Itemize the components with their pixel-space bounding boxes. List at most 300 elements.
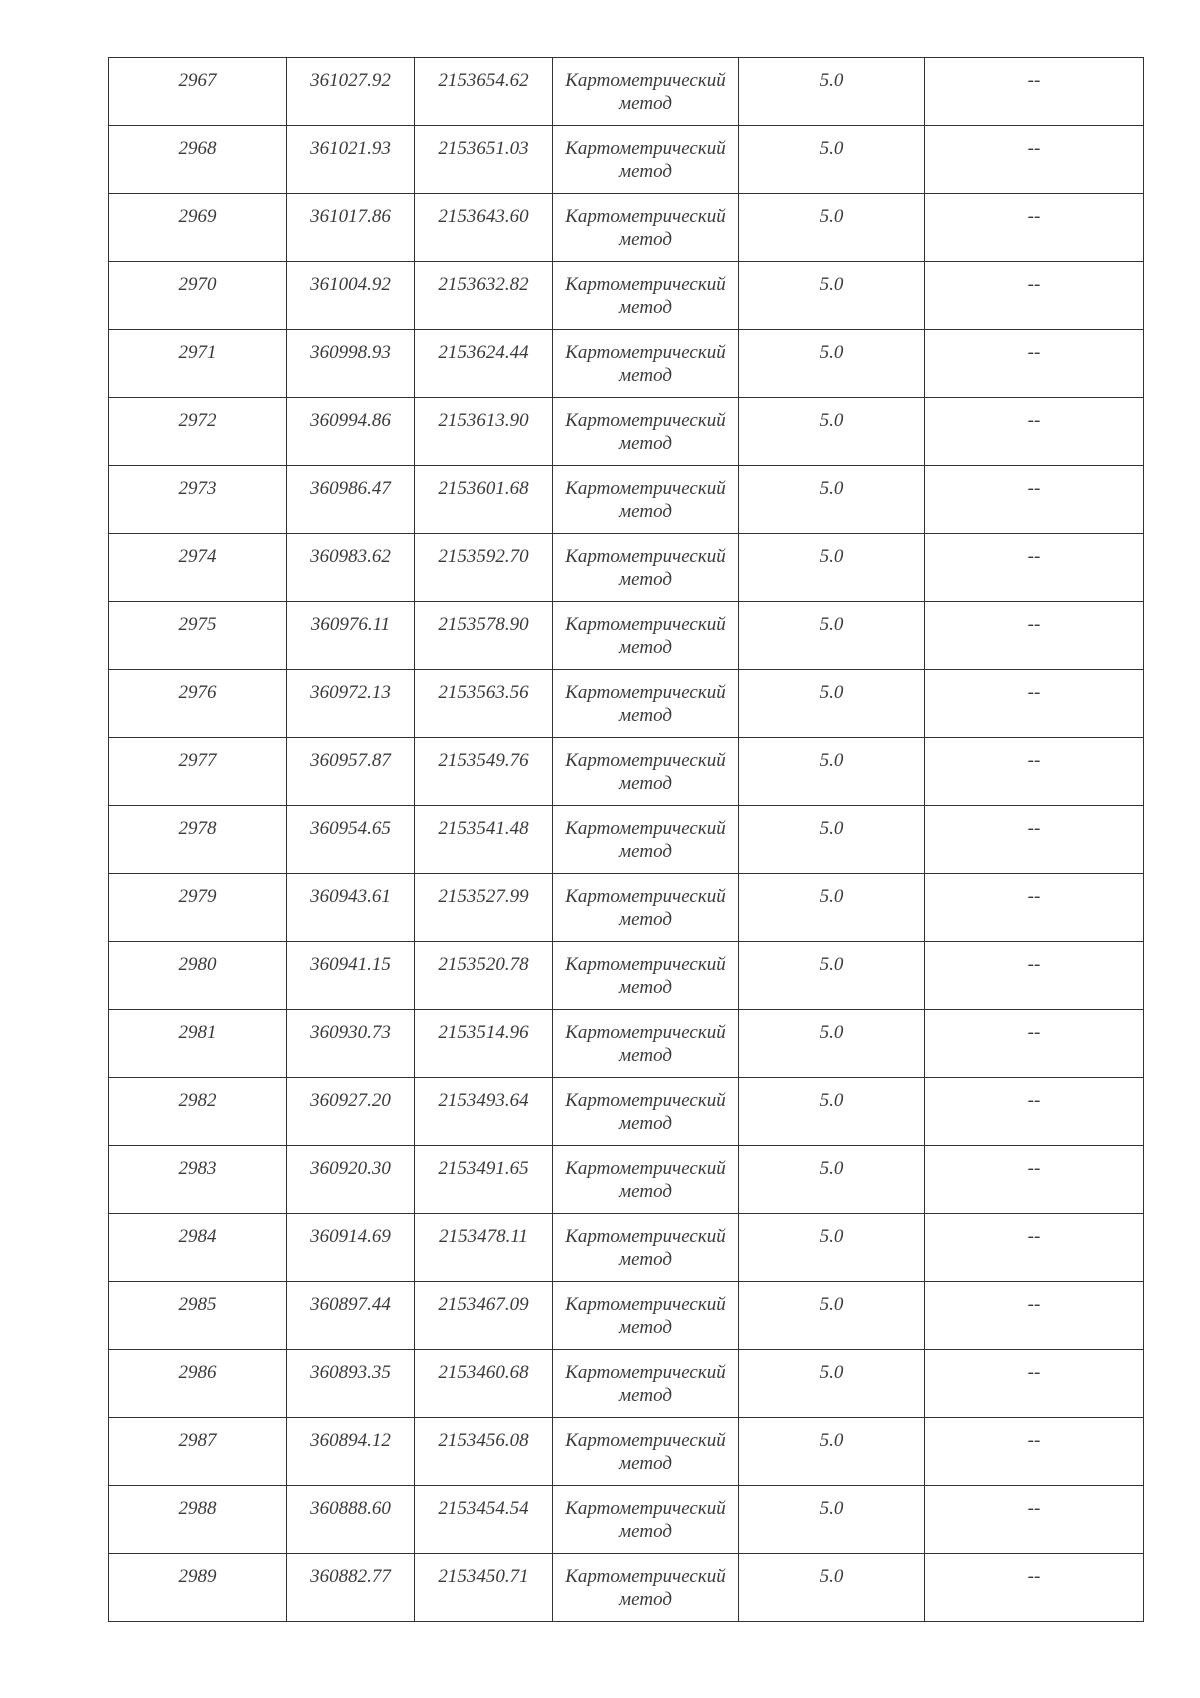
y-coordinate-cell — [415, 1486, 553, 1554]
point-number-cell — [109, 534, 287, 602]
method-line-2: метод — [619, 1113, 672, 1134]
x-coordinate-cell — [287, 1486, 415, 1554]
x-coordinate-cell — [287, 1554, 415, 1622]
table-row — [109, 942, 1144, 1010]
point-number-cell — [109, 1078, 287, 1146]
description-value: -- — [1027, 614, 1041, 635]
method-line-1: Картометрический — [565, 614, 726, 635]
x-coordinate: 361021.93 — [310, 138, 391, 159]
method-line-2: метод — [619, 433, 672, 454]
method-cell — [553, 466, 739, 534]
y-coordinate: 2153563.56 — [438, 682, 529, 703]
method-line-2: метод — [619, 1045, 672, 1066]
point-number: 2989 — [178, 1566, 217, 1587]
point-number: 2985 — [178, 1294, 217, 1315]
method-cell — [553, 398, 739, 466]
description-cell — [925, 1486, 1144, 1554]
table-row — [109, 1350, 1144, 1418]
method-line-1: Картометрический — [565, 206, 726, 227]
method-cell — [553, 874, 739, 942]
method-cell — [553, 670, 739, 738]
method-line-1: Картометрический — [565, 1498, 726, 1519]
accuracy-cell — [739, 398, 925, 466]
y-coordinate-cell — [415, 942, 553, 1010]
method-cell — [553, 1282, 739, 1350]
point-number-cell — [109, 126, 287, 194]
point-number-cell — [109, 738, 287, 806]
point-number: 2967 — [178, 70, 217, 91]
method-line-2: метод — [619, 1453, 672, 1474]
y-coordinate-cell — [415, 602, 553, 670]
description-value: -- — [1027, 206, 1041, 227]
accuracy-cell — [739, 1418, 925, 1486]
method-line-1: Картометрический — [565, 1362, 726, 1383]
accuracy-value: 5.0 — [819, 478, 844, 499]
method-line-1: Картометрический — [565, 1430, 726, 1451]
x-coordinate: 360897.44 — [310, 1294, 391, 1315]
method-line-1: Картометрический — [565, 410, 726, 431]
accuracy-value: 5.0 — [819, 1226, 844, 1247]
description-value: -- — [1027, 954, 1041, 975]
y-coordinate-cell — [415, 58, 553, 126]
description-cell — [925, 806, 1144, 874]
method-line-2: метод — [619, 569, 672, 590]
point-number: 2981 — [178, 1022, 217, 1043]
table-row — [109, 738, 1144, 806]
point-number: 2974 — [178, 546, 217, 567]
method-cell — [553, 1350, 739, 1418]
method-line-1: Картометрический — [565, 1090, 726, 1111]
y-coordinate-cell — [415, 126, 553, 194]
description-cell — [925, 194, 1144, 262]
method-line-2: метод — [619, 1385, 672, 1406]
accuracy-cell — [739, 1010, 925, 1078]
point-number: 2983 — [178, 1158, 217, 1179]
method-cell — [553, 738, 739, 806]
x-coordinate-cell — [287, 1214, 415, 1282]
x-coordinate-cell — [287, 874, 415, 942]
point-number-cell — [109, 1282, 287, 1350]
point-number-cell — [109, 1350, 287, 1418]
accuracy-value: 5.0 — [819, 410, 844, 431]
description-cell — [925, 534, 1144, 602]
point-number-cell — [109, 1146, 287, 1214]
y-coordinate-cell — [415, 1554, 553, 1622]
x-coordinate: 360994.86 — [310, 410, 391, 431]
x-coordinate-cell — [287, 1282, 415, 1350]
method-line-2: метод — [619, 1181, 672, 1202]
point-number-cell — [109, 874, 287, 942]
accuracy-cell — [739, 58, 925, 126]
method-cell — [553, 1418, 739, 1486]
y-coordinate: 2153478.11 — [439, 1226, 528, 1247]
accuracy-cell — [739, 1214, 925, 1282]
point-number: 2982 — [178, 1090, 217, 1111]
y-coordinate-cell — [415, 1010, 553, 1078]
y-coordinate-cell — [415, 670, 553, 738]
accuracy-value: 5.0 — [819, 1294, 844, 1315]
accuracy-value: 5.0 — [819, 206, 844, 227]
point-number: 2980 — [178, 954, 217, 975]
x-coordinate: 361027.92 — [310, 70, 391, 91]
method-line-2: метод — [619, 841, 672, 862]
method-line-1: Картометрический — [565, 750, 726, 771]
x-coordinate-cell — [287, 1146, 415, 1214]
x-coordinate: 360882.77 — [310, 1566, 391, 1587]
method-cell — [553, 58, 739, 126]
y-coordinate: 2153549.76 — [438, 750, 529, 771]
method-line-2: метод — [619, 93, 672, 114]
accuracy-cell — [739, 1078, 925, 1146]
accuracy-value: 5.0 — [819, 750, 844, 771]
description-value: -- — [1027, 1566, 1041, 1587]
accuracy-value: 5.0 — [819, 1158, 844, 1179]
y-coordinate-cell — [415, 806, 553, 874]
x-coordinate: 360893.35 — [310, 1362, 391, 1383]
x-coordinate: 360930.73 — [310, 1022, 391, 1043]
y-coordinate: 2153632.82 — [438, 274, 529, 295]
x-coordinate: 360986.47 — [310, 478, 391, 499]
y-coordinate-cell — [415, 1078, 553, 1146]
method-line-2: метод — [619, 1521, 672, 1542]
description-value: -- — [1027, 1294, 1041, 1315]
y-coordinate-cell — [415, 466, 553, 534]
description-cell — [925, 670, 1144, 738]
accuracy-value: 5.0 — [819, 1362, 844, 1383]
accuracy-cell — [739, 874, 925, 942]
method-line-1: Картометрический — [565, 342, 726, 363]
x-coordinate-cell — [287, 738, 415, 806]
x-coordinate-cell — [287, 262, 415, 330]
point-number: 2976 — [178, 682, 217, 703]
description-cell — [925, 126, 1144, 194]
method-line-1: Картометрический — [565, 1158, 726, 1179]
accuracy-cell — [739, 670, 925, 738]
x-coordinate: 360972.13 — [310, 682, 391, 703]
accuracy-value: 5.0 — [819, 614, 844, 635]
x-coordinate-cell — [287, 466, 415, 534]
accuracy-value: 5.0 — [819, 886, 844, 907]
table-row — [109, 1214, 1144, 1282]
description-cell — [925, 1214, 1144, 1282]
table-row — [109, 670, 1144, 738]
method-line-2: метод — [619, 501, 672, 522]
y-coordinate-cell — [415, 330, 553, 398]
accuracy-cell — [739, 602, 925, 670]
table-row — [109, 1554, 1144, 1622]
table-row — [109, 1078, 1144, 1146]
description-cell — [925, 602, 1144, 670]
x-coordinate-cell — [287, 194, 415, 262]
x-coordinate: 360954.65 — [310, 818, 391, 839]
x-coordinate-cell — [287, 398, 415, 466]
description-cell — [925, 330, 1144, 398]
point-number-cell — [109, 262, 287, 330]
description-value: -- — [1027, 1362, 1041, 1383]
method-line-2: метод — [619, 161, 672, 182]
method-cell — [553, 1554, 739, 1622]
point-number: 2975 — [178, 614, 217, 635]
y-coordinate: 2153520.78 — [438, 954, 529, 975]
table-row — [109, 1146, 1144, 1214]
y-coordinate-cell — [415, 534, 553, 602]
description-cell — [925, 1146, 1144, 1214]
method-line-1: Картометрический — [565, 1226, 726, 1247]
x-coordinate: 360976.11 — [310, 614, 391, 635]
y-coordinate: 2153592.70 — [438, 546, 529, 567]
accuracy-value: 5.0 — [819, 1498, 844, 1519]
accuracy-cell — [739, 126, 925, 194]
coordinates-table — [108, 57, 1144, 1622]
accuracy-value: 5.0 — [819, 682, 844, 703]
method-cell — [553, 1214, 739, 1282]
description-cell — [925, 262, 1144, 330]
accuracy-value: 5.0 — [819, 1430, 844, 1451]
point-number-cell — [109, 1418, 287, 1486]
point-number: 2984 — [178, 1226, 217, 1247]
point-number: 2987 — [178, 1430, 217, 1451]
y-coordinate: 2153491.65 — [438, 1158, 529, 1179]
method-line-2: метод — [619, 705, 672, 726]
x-coordinate-cell — [287, 1010, 415, 1078]
y-coordinate: 2153467.09 — [438, 1294, 529, 1315]
description-cell — [925, 874, 1144, 942]
accuracy-value: 5.0 — [819, 1090, 844, 1111]
description-value: -- — [1027, 1498, 1041, 1519]
x-coordinate-cell — [287, 1078, 415, 1146]
description-cell — [925, 1418, 1144, 1486]
accuracy-value: 5.0 — [819, 70, 844, 91]
coordinates-table-body — [109, 58, 1144, 1622]
table-row — [109, 874, 1144, 942]
accuracy-cell — [739, 1282, 925, 1350]
y-coordinate-cell — [415, 874, 553, 942]
description-value: -- — [1027, 1158, 1041, 1179]
accuracy-cell — [739, 942, 925, 1010]
point-number-cell — [109, 1010, 287, 1078]
method-line-2: метод — [619, 1249, 672, 1270]
x-coordinate-cell — [287, 126, 415, 194]
accuracy-cell — [739, 1350, 925, 1418]
method-line-2: метод — [619, 365, 672, 386]
method-line-1: Картометрический — [565, 138, 726, 159]
method-line-1: Картометрический — [565, 1566, 726, 1587]
point-number: 2970 — [178, 274, 217, 295]
accuracy-cell — [739, 1554, 925, 1622]
x-coordinate-cell — [287, 330, 415, 398]
method-cell — [553, 1146, 739, 1214]
description-value: -- — [1027, 410, 1041, 431]
accuracy-cell — [739, 1486, 925, 1554]
description-value: -- — [1027, 1226, 1041, 1247]
point-number-cell — [109, 1214, 287, 1282]
point-number: 2978 — [178, 818, 217, 839]
point-number: 2968 — [178, 138, 217, 159]
point-number-cell — [109, 806, 287, 874]
accuracy-cell — [739, 738, 925, 806]
table-row — [109, 1418, 1144, 1486]
point-number-cell — [109, 1554, 287, 1622]
method-line-2: метод — [619, 909, 672, 930]
x-coordinate-cell — [287, 58, 415, 126]
x-coordinate: 360957.87 — [310, 750, 391, 771]
description-value: -- — [1027, 478, 1041, 499]
method-line-2: метод — [619, 977, 672, 998]
method-line-2: метод — [619, 297, 672, 318]
point-number-cell — [109, 1486, 287, 1554]
method-line-1: Картометрический — [565, 70, 726, 91]
accuracy-cell — [739, 1146, 925, 1214]
x-coordinate-cell — [287, 1418, 415, 1486]
x-coordinate: 360894.12 — [310, 1430, 391, 1451]
x-coordinate-cell — [287, 1350, 415, 1418]
table-row — [109, 806, 1144, 874]
y-coordinate: 2153460.68 — [438, 1362, 529, 1383]
x-coordinate: 360943.61 — [310, 886, 391, 907]
method-line-1: Картометрический — [565, 954, 726, 975]
accuracy-value: 5.0 — [819, 546, 844, 567]
point-number-cell — [109, 330, 287, 398]
accuracy-value: 5.0 — [819, 138, 844, 159]
y-coordinate-cell — [415, 738, 553, 806]
point-number: 2969 — [178, 206, 217, 227]
y-coordinate: 2153613.90 — [438, 410, 529, 431]
accuracy-cell — [739, 534, 925, 602]
method-cell — [553, 942, 739, 1010]
table-row — [109, 1486, 1144, 1554]
table-row — [109, 534, 1144, 602]
table-row — [109, 1282, 1144, 1350]
accuracy-value: 5.0 — [819, 342, 844, 363]
description-value: -- — [1027, 750, 1041, 771]
y-coordinate-cell — [415, 262, 553, 330]
y-coordinate: 2153541.48 — [438, 818, 529, 839]
y-coordinate-cell — [415, 1350, 553, 1418]
y-coordinate: 2153493.64 — [438, 1090, 529, 1111]
x-coordinate: 361017.86 — [310, 206, 391, 227]
point-number: 2977 — [178, 750, 217, 771]
description-value: -- — [1027, 682, 1041, 703]
accuracy-value: 5.0 — [819, 1022, 844, 1043]
method-cell — [553, 602, 739, 670]
table-row — [109, 194, 1144, 262]
y-coordinate: 2153456.08 — [438, 1430, 529, 1451]
method-line-2: метод — [619, 637, 672, 658]
method-cell — [553, 330, 739, 398]
accuracy-cell — [739, 194, 925, 262]
y-coordinate: 2153643.60 — [438, 206, 529, 227]
description-value: -- — [1027, 546, 1041, 567]
point-number-cell — [109, 398, 287, 466]
accuracy-value: 5.0 — [819, 274, 844, 295]
y-coordinate-cell — [415, 1214, 553, 1282]
accuracy-cell — [739, 466, 925, 534]
y-coordinate: 2153514.96 — [438, 1022, 529, 1043]
point-number: 2979 — [178, 886, 217, 907]
point-number-cell — [109, 466, 287, 534]
description-value: -- — [1027, 1090, 1041, 1111]
description-value: -- — [1027, 818, 1041, 839]
x-coordinate-cell — [287, 806, 415, 874]
x-coordinate-cell — [287, 602, 415, 670]
description-cell — [925, 738, 1144, 806]
description-cell — [925, 1078, 1144, 1146]
x-coordinate: 360927.20 — [310, 1090, 391, 1111]
accuracy-value: 5.0 — [819, 954, 844, 975]
point-number: 2988 — [178, 1498, 217, 1519]
description-value: -- — [1027, 138, 1041, 159]
method-line-1: Картометрический — [565, 274, 726, 295]
y-coordinate: 2153601.68 — [438, 478, 529, 499]
x-coordinate: 360914.69 — [310, 1226, 391, 1247]
description-value: -- — [1027, 1022, 1041, 1043]
description-cell — [925, 1282, 1144, 1350]
table-row — [109, 126, 1144, 194]
y-coordinate: 2153654.62 — [438, 70, 529, 91]
y-coordinate: 2153651.03 — [438, 138, 529, 159]
description-value: -- — [1027, 1430, 1041, 1451]
point-number: 2986 — [178, 1362, 217, 1383]
method-cell — [553, 806, 739, 874]
table-row — [109, 398, 1144, 466]
y-coordinate-cell — [415, 1418, 553, 1486]
point-number-cell — [109, 58, 287, 126]
method-line-2: метод — [619, 1589, 672, 1610]
point-number-cell — [109, 602, 287, 670]
method-line-1: Картометрический — [565, 1294, 726, 1315]
table-row — [109, 330, 1144, 398]
description-cell — [925, 1554, 1144, 1622]
x-coordinate: 360920.30 — [310, 1158, 391, 1179]
accuracy-cell — [739, 806, 925, 874]
accuracy-cell — [739, 330, 925, 398]
x-coordinate: 361004.92 — [310, 274, 391, 295]
description-value: -- — [1027, 342, 1041, 363]
method-cell — [553, 262, 739, 330]
method-line-2: метод — [619, 1317, 672, 1338]
method-line-1: Картометрический — [565, 478, 726, 499]
description-value: -- — [1027, 886, 1041, 907]
method-cell — [553, 1486, 739, 1554]
x-coordinate-cell — [287, 670, 415, 738]
point-number: 2973 — [178, 478, 217, 499]
point-number: 2972 — [178, 410, 217, 431]
table-row — [109, 466, 1144, 534]
x-coordinate: 360888.60 — [310, 1498, 391, 1519]
method-line-1: Картометрический — [565, 818, 726, 839]
y-coordinate-cell — [415, 1146, 553, 1214]
accuracy-cell — [739, 262, 925, 330]
y-coordinate-cell — [415, 1282, 553, 1350]
method-line-1: Картометрический — [565, 886, 726, 907]
method-line-2: метод — [619, 229, 672, 250]
point-number: 2971 — [178, 342, 217, 363]
y-coordinate: 2153450.71 — [438, 1566, 529, 1587]
y-coordinate-cell — [415, 398, 553, 466]
y-coordinate: 2153454.54 — [438, 1498, 529, 1519]
description-cell — [925, 942, 1144, 1010]
method-cell — [553, 194, 739, 262]
description-value: -- — [1027, 274, 1041, 295]
method-cell — [553, 534, 739, 602]
method-cell — [553, 1010, 739, 1078]
table-row — [109, 262, 1144, 330]
x-coordinate: 360941.15 — [310, 954, 391, 975]
method-line-2: метод — [619, 773, 672, 794]
point-number-cell — [109, 194, 287, 262]
x-coordinate: 360983.62 — [310, 546, 391, 567]
description-cell — [925, 398, 1144, 466]
